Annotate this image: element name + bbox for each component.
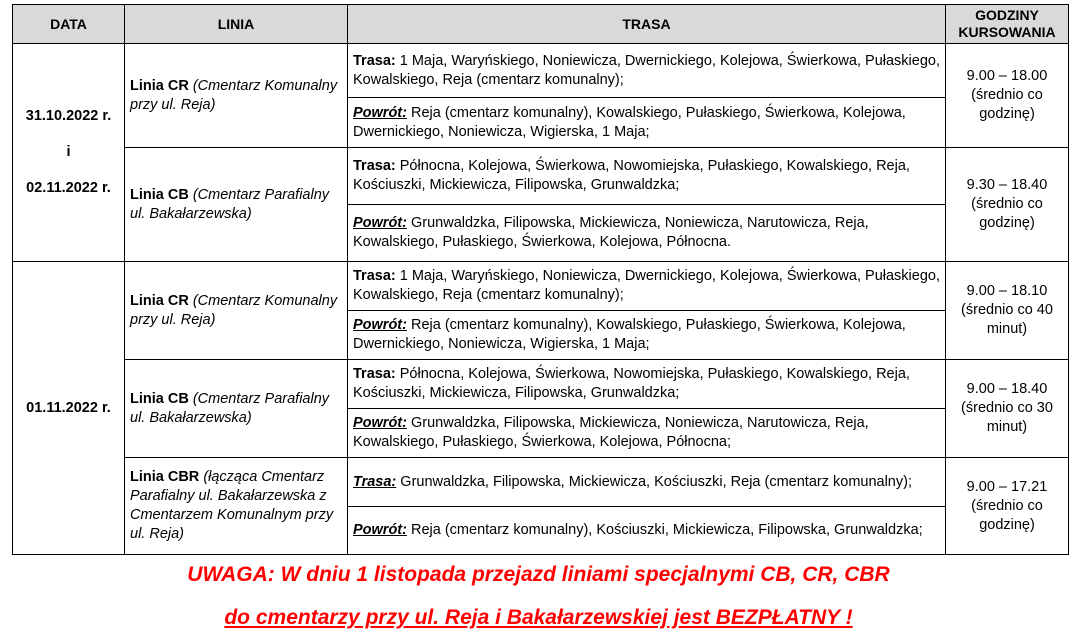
route-back: [348, 409, 946, 458]
schedule-table: [12, 4, 1069, 555]
powrot-label: Powrót:: [353, 104, 407, 121]
route-back: [348, 205, 946, 262]
powrot-label: Powrót:: [353, 415, 407, 431]
powrot-label: Powrót:: [353, 215, 407, 231]
line-name: Linia CR: [130, 292, 189, 309]
table-row: [13, 44, 1069, 98]
line-name: Linia CB: [130, 186, 189, 203]
route-text: Północna, Kolejowa, Świerkowa, Nowomiejska, Pułaskiego, Kowalskiego, Reja, Kościuszki, Mickiewicza, Filipowska, Grunwaldzka;: [353, 158, 910, 193]
route-back: [348, 507, 946, 555]
date-sep: i: [66, 144, 71, 160]
header-linia: LINIA: [125, 5, 348, 44]
date-1b: 02.11.2022 r.: [26, 180, 111, 196]
hours-cell: [946, 148, 1069, 262]
hours-freq: (średnio co godzinę): [971, 87, 1043, 122]
date-cell-1: [13, 44, 125, 262]
line-desc: (Cmentarz Parafialny ul. Bakałarzewska): [130, 390, 330, 426]
line-desc: (łącząca Cmentarz Parafialny ul. Bakałarzewska z Cmentarzem Komunalnym przy ul. Reja): [130, 469, 334, 542]
warning-line-1: UWAGA: W dniu 1 listopada przejazd liniami specjalnymi CB, CR, CBR: [187, 563, 890, 586]
line-desc: (Cmentarz Komunalny przy ul. Reja): [130, 77, 338, 113]
route-text: 1 Maja, Waryńskiego, Noniewicza, Dwernickiego, Kolejowa, Świerkowa, Pułaskiego, Kowalskiego, Reja (cmentarz komunalny);: [353, 268, 940, 303]
line-cell: [125, 458, 348, 555]
powrot-label: Powrót:: [353, 317, 407, 333]
table-row: [13, 360, 1069, 409]
hours-range: 9.30 – 18.40: [966, 177, 1048, 193]
hours-cell: [946, 360, 1069, 458]
route-text: Reja (cmentarz komunalny), Kowalskiego, Pułaskiego, Świerkowa, Kolejowa, Dwernickiego, Noniewicza, Wigierska, 1 Maja;: [353, 317, 906, 352]
trasa-label: Trasa:: [353, 366, 396, 382]
line-cell: [125, 262, 348, 360]
trasa-label: Trasa:: [353, 158, 396, 174]
table-row: [13, 148, 1069, 205]
hours-freq: (średnio co 30 minut): [961, 400, 1053, 435]
route-text: Grunwaldzka, Filipowska, Mickiewicza, Noniewicza, Narutowicza, Reja, Kowalskiego, Pułaskiego, Świerkowa, Kolejowa, Północna.: [353, 215, 869, 250]
line-cell: [125, 148, 348, 262]
header-row: [13, 5, 1069, 44]
hours-freq: (średnio co godzinę): [971, 497, 1043, 533]
route-text: 1 Maja, Waryńskiego, Noniewicza, Dwernickiego, Kolejowa, Świerkowa, Pułaskiego, Kowalskiego, Reja (cmentarz komunalny);: [353, 52, 940, 88]
route-text: Grunwaldzka, Filipowska, Mickiewicza, Kościuszki, Reja (cmentarz komunalny);: [400, 473, 912, 490]
line-desc: (Cmentarz Komunalny przy ul. Reja): [130, 292, 338, 328]
hours-cell: [946, 44, 1069, 148]
trasa-label: Trasa:: [353, 473, 397, 490]
route-text: Reja (cmentarz komunalny), Kowalskiego, Pułaskiego, Świerkowa, Kolejowa, Dwernickiego, Noniewicza, Wigierska, 1 Maja;: [353, 104, 906, 140]
date-2: 01.11.2022 r.: [26, 399, 111, 416]
route-back: [348, 98, 946, 148]
hours-freq: (średnio co 40 minut): [961, 302, 1053, 337]
table-row: [13, 458, 1069, 507]
hours-range: 9.00 – 18.00: [966, 68, 1048, 84]
line-cell: [125, 360, 348, 458]
line-cell: [125, 44, 348, 148]
table-row: [13, 262, 1069, 311]
line-name: Linia CBR: [130, 469, 200, 485]
header-godziny: [946, 5, 1069, 44]
trasa-label: Trasa:: [353, 52, 396, 69]
route-out: [348, 458, 946, 507]
line-name: Linia CB: [130, 390, 189, 407]
hours-range: 9.00 – 17.21: [966, 478, 1048, 495]
route-out: [348, 44, 946, 98]
hours-cell: [946, 262, 1069, 360]
date-1a: 31.10.2022 r.: [25, 108, 112, 124]
header-godziny-line2: KURSOWANIA: [958, 24, 1056, 40]
route-out: [348, 360, 946, 409]
powrot-label: Powrót:: [353, 522, 407, 538]
date-cell-2: [13, 262, 125, 555]
hours-range: 9.00 – 18.10: [966, 283, 1048, 299]
header-godziny-line1: GODZINY: [975, 7, 1039, 23]
hours-freq: (średnio co godzinę): [971, 196, 1043, 231]
route-text: Grunwaldzka, Filipowska, Mickiewicza, Noniewicza, Narutowicza, Reja, Kowalskiego, Pułaskiego, Świerkowa, Kolejowa, Północna;: [353, 415, 869, 450]
warning-line-2: do cmentarzy przy ul. Reja i Bakałarzewskiej jest BEZPŁATNY !: [224, 606, 853, 629]
route-text: Północna, Kolejowa, Świerkowa, Nowomiejska, Pułaskiego, Kowalskiego, Reja, Kościuszki, Mickiewicza, Filipowska, Grunwaldzka;: [353, 366, 910, 401]
header-trasa: TRASA: [348, 5, 946, 44]
hours-cell: [946, 458, 1069, 555]
route-out: [348, 262, 946, 311]
hours-range: 9.00 – 18.40: [966, 381, 1048, 397]
header-data: DATA: [13, 5, 125, 44]
route-back: [348, 311, 946, 360]
route-text: Reja (cmentarz komunalny), Kościuszki, Mickiewicza, Filipowska, Grunwaldzka;: [411, 522, 923, 538]
route-out: [348, 148, 946, 205]
line-name: Linia CR: [130, 77, 189, 94]
trasa-label: Trasa:: [353, 268, 396, 284]
line-desc: (Cmentarz Parafialny ul. Bakałarzewska): [130, 186, 330, 222]
